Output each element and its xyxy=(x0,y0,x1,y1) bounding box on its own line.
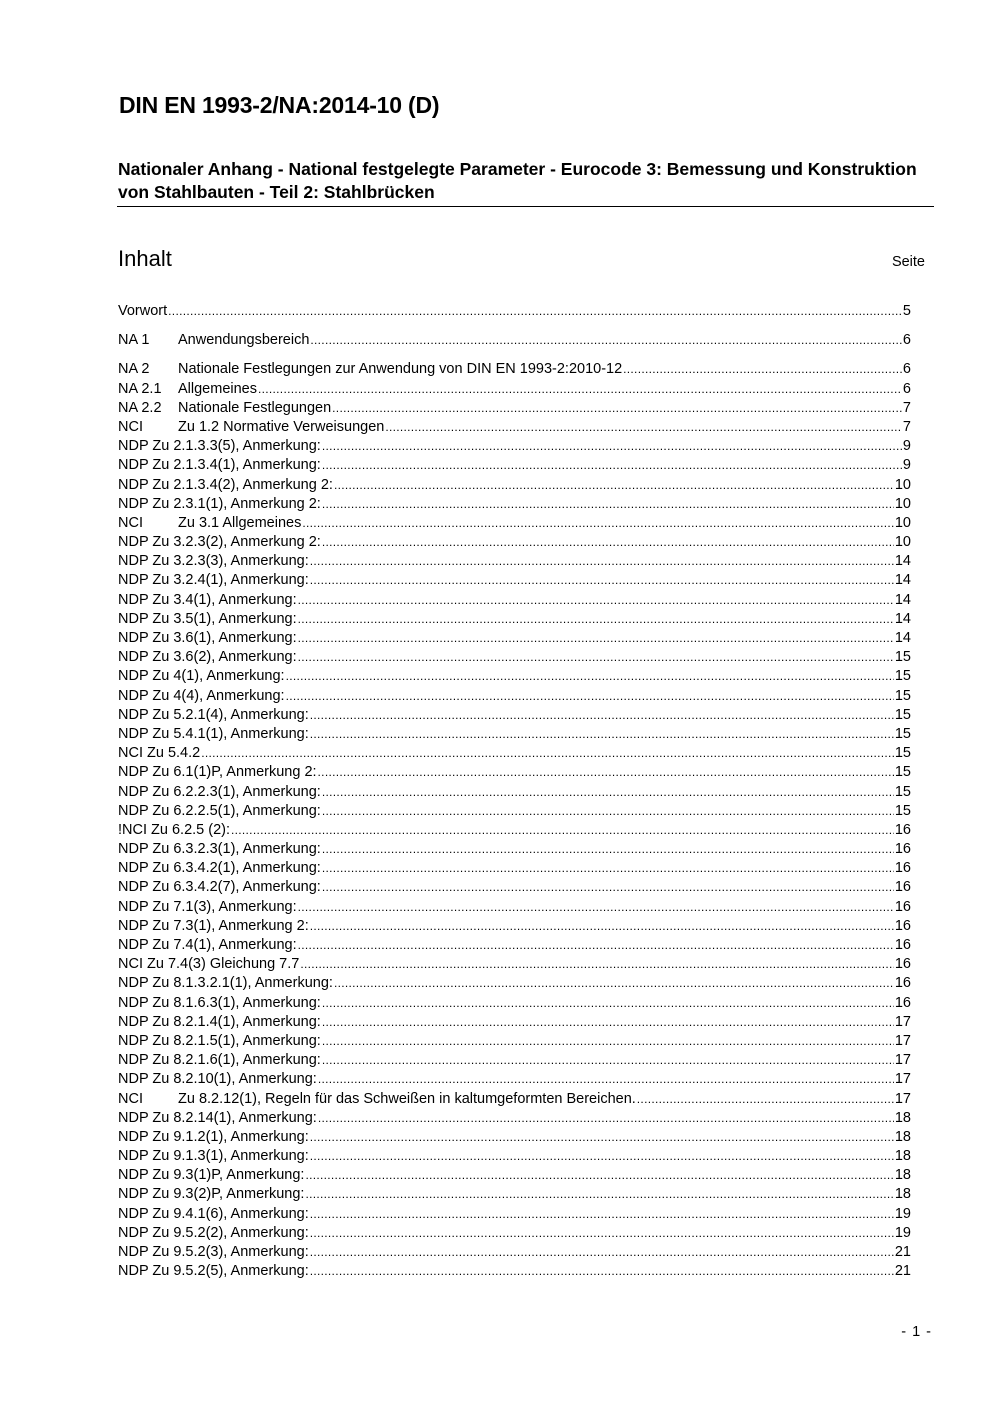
toc-entry-label xyxy=(118,1147,309,1166)
toc-entry-page: 14 xyxy=(894,553,911,570)
toc-entry-page: 17 xyxy=(894,1052,911,1069)
toc-entry-page: 18 xyxy=(894,1167,911,1184)
toc-entry-leader-dots xyxy=(310,1205,894,1224)
toc-entry-title: NDP Zu 3.6(2), Anmerkung: xyxy=(118,649,297,666)
toc-entry-label xyxy=(118,1090,636,1109)
toc-entry-label xyxy=(118,629,297,648)
toc-entry-page: 7 xyxy=(902,418,911,435)
toc-entry[interactable] xyxy=(118,456,911,475)
toc-entry[interactable] xyxy=(118,1070,911,1089)
toc-entry-title: NDP Zu 2.1.3.4(2), Anmerkung 2: xyxy=(118,476,333,493)
toc-entry-title: NDP Zu 8.1.3.2.1(1), Anmerkung: xyxy=(118,975,333,992)
toc-entry-page: 17 xyxy=(894,1090,911,1107)
toc-entry[interactable] xyxy=(118,821,911,840)
toc-entry-leader-dots xyxy=(302,514,894,533)
page-number: - 1 - xyxy=(901,1324,932,1340)
toc-entry-leader-dots xyxy=(310,1243,894,1262)
document-subtitle: Nationaler Anhang - National festgelegte Parameter - Eurocode 3: Bemessung und Konstruktion von Stahlbauten - Teil 2: Stahlbrücken xyxy=(118,159,917,202)
toc-entry-page: 16 xyxy=(894,821,911,838)
toc-entry-label xyxy=(118,840,321,859)
toc-entry[interactable] xyxy=(118,1262,911,1281)
toc-entry-page: 16 xyxy=(894,841,911,858)
toc-entry[interactable] xyxy=(118,495,911,514)
toc-entry-page: 16 xyxy=(894,917,911,934)
toc-entry-label xyxy=(118,955,299,974)
toc-entry[interactable] xyxy=(118,955,911,974)
toc-entry-label xyxy=(118,360,622,379)
toc-entry-page: 14 xyxy=(894,610,911,627)
toc-entry-label xyxy=(118,610,297,629)
toc-entry-page: 18 xyxy=(894,1148,911,1165)
toc-entry-leader-dots xyxy=(334,974,894,993)
toc-entry-title: NCI Zu 7.4(3) Gleichung 7.7 xyxy=(118,956,300,973)
toc-entry-leader-dots xyxy=(298,898,894,917)
toc-entry-leader-dots xyxy=(322,1051,894,1070)
toc-entry-label xyxy=(118,898,297,917)
toc-entry-title: Zu 3.1 Allgemeines xyxy=(178,514,302,531)
toc-entry-number: NCI xyxy=(118,514,143,531)
toc-entry-label xyxy=(118,1262,309,1281)
toc-entry-leader-dots xyxy=(300,955,894,974)
toc-entry[interactable] xyxy=(118,706,911,725)
toc-entry[interactable] xyxy=(118,667,911,686)
toc-entry-leader-dots xyxy=(385,418,902,437)
toc-entry-number: NA 2.2 xyxy=(118,399,162,416)
toc-entry-page: 16 xyxy=(894,860,911,877)
toc-entry-label xyxy=(118,1070,317,1089)
toc-entry[interactable] xyxy=(118,1051,911,1070)
toc-entry-title: NDP Zu 9.1.3(1), Anmerkung: xyxy=(118,1148,309,1165)
toc-entry[interactable] xyxy=(118,571,911,590)
toc-entry-title: NDP Zu 9.3(2)P, Anmerkung: xyxy=(118,1186,305,1203)
toc-entry-page: 17 xyxy=(894,1032,911,1049)
toc-entry-page: 16 xyxy=(894,956,911,973)
toc-entry-leader-dots xyxy=(298,610,894,629)
toc-entry-number: NA 2.1 xyxy=(118,380,162,397)
toc-entry-label xyxy=(118,974,333,993)
toc-entry-leader-dots xyxy=(318,1070,894,1089)
toc-entry-page: 9 xyxy=(902,438,911,455)
toc-entry-label xyxy=(118,1013,321,1032)
toc-entry-leader-dots xyxy=(322,783,894,802)
toc-entry-title: NDP Zu 4(1), Anmerkung: xyxy=(118,668,285,685)
toc-entry-page: 16 xyxy=(894,879,911,896)
toc-entry-title: NDP Zu 5.4.1(1), Anmerkung: xyxy=(118,725,309,742)
toc-entry-title: NDP Zu 8.2.14(1), Anmerkung: xyxy=(118,1109,317,1126)
toc-entry-title: NDP Zu 4(4), Anmerkung: xyxy=(118,687,285,704)
toc-entry-page: 7 xyxy=(902,399,911,416)
toc-entry-label xyxy=(118,859,321,878)
toc-entry-label xyxy=(118,514,301,533)
toc-entry[interactable] xyxy=(118,437,911,456)
toc-entry-page: 21 xyxy=(894,1244,911,1260)
toc-entry-page: 15 xyxy=(894,687,911,704)
toc-entry-title: Vorwort xyxy=(118,303,168,319)
toc-entry[interactable] xyxy=(118,878,911,897)
toc-entry-page: 15 xyxy=(894,783,911,800)
toc-entry-page: 9 xyxy=(902,457,911,474)
toc-entry-leader-dots xyxy=(310,1147,894,1166)
toc-entry[interactable] xyxy=(118,725,911,744)
toc-entry-label xyxy=(118,1051,321,1070)
toc-entry-title: NDP Zu 9.4.1(6), Anmerkung: xyxy=(118,1205,309,1222)
toc-entry-number: NCI xyxy=(118,418,143,435)
toc-entry[interactable] xyxy=(118,1090,911,1109)
toc-entry-leader-dots xyxy=(318,1109,894,1128)
toc-entry[interactable] xyxy=(118,302,911,321)
toc-entry[interactable] xyxy=(118,802,911,821)
toc-entry-label xyxy=(118,571,309,590)
toc-entry-page: 18 xyxy=(894,1186,911,1203)
toc-entry[interactable] xyxy=(118,648,911,667)
toc-entry-label xyxy=(118,552,309,571)
toc-entry-number: NA 2 xyxy=(118,361,150,378)
toc-entry[interactable] xyxy=(118,744,911,763)
title-divider xyxy=(117,206,934,207)
toc-entry-title: Nationale Festlegungen zur Anwendung von DIN EN 1993-2:2010-12 xyxy=(178,361,623,378)
toc-entry-label xyxy=(118,783,321,802)
toc-entry-leader-dots xyxy=(322,802,894,821)
toc-entry-leader-dots xyxy=(201,744,894,763)
toc-entry-label xyxy=(118,763,317,782)
toc-entry[interactable] xyxy=(118,610,911,629)
toc-entry-title: NDP Zu 3.5(1), Anmerkung: xyxy=(118,610,297,627)
toc-entry-page: 18 xyxy=(894,1109,911,1126)
toc-entry-page: 15 xyxy=(894,649,911,666)
toc-entry-title: NDP Zu 6.3.2.3(1), Anmerkung: xyxy=(118,841,321,858)
toc-entry-page: 15 xyxy=(894,802,911,819)
toc-entry-leader-dots xyxy=(305,1166,893,1185)
toc-entry-label xyxy=(118,418,384,437)
toc-entry[interactable] xyxy=(118,1243,911,1262)
toc-entry[interactable] xyxy=(118,974,911,993)
toc-entry-page: 17 xyxy=(894,1071,911,1088)
toc-entry-title: NDP Zu 6.3.4.2(7), Anmerkung: xyxy=(118,879,321,896)
toc-entry[interactable] xyxy=(118,418,911,437)
toc-entry-leader-dots xyxy=(310,725,894,744)
toc-entry-label xyxy=(118,437,321,456)
toc-entry-page: 16 xyxy=(894,937,911,953)
toc-entry-page: 16 xyxy=(894,898,911,915)
toc-entry-label xyxy=(118,725,309,744)
toc-entry[interactable] xyxy=(118,687,911,706)
toc-entry-leader-dots xyxy=(623,360,902,379)
toc-entry-page: 18 xyxy=(894,1128,911,1145)
toc-entry-title: !NCI Zu 6.2.5 (2): xyxy=(118,821,231,838)
toc-entry-label xyxy=(118,917,309,936)
toc-entry[interactable] xyxy=(118,859,911,878)
toc-entry[interactable] xyxy=(118,1128,911,1147)
toc-entry[interactable] xyxy=(118,1147,911,1166)
toc-entry-label xyxy=(118,302,167,321)
toc-entry-number: NA 1 xyxy=(118,332,150,349)
toc-entry-page: 15 xyxy=(894,764,911,781)
toc-entry-label xyxy=(118,476,333,495)
toc-entry-leader-dots xyxy=(322,533,894,552)
toc-entry[interactable] xyxy=(118,1166,911,1185)
toc-entry-title: NDP Zu 3.6(1), Anmerkung: xyxy=(118,630,297,646)
toc-entry-title: NDP Zu 3.2.3(2), Anmerkung 2: xyxy=(118,534,321,551)
toc-entry-title: Anwendungsbereich xyxy=(178,332,310,349)
toc-entry[interactable] xyxy=(118,629,911,648)
toc-entry-title: NDP Zu 8.2.1.6(1), Anmerkung: xyxy=(118,1052,321,1069)
toc-entry-title: Nationale Festlegungen xyxy=(178,399,332,416)
toc-entry-title: NDP Zu 7.4(1), Anmerkung: xyxy=(118,937,297,953)
toc-entry-page: 5 xyxy=(902,303,911,319)
toc-entry-page: 21 xyxy=(894,1263,911,1280)
toc-entry[interactable] xyxy=(118,591,911,610)
toc-entry[interactable] xyxy=(118,936,911,955)
toc-entry-leader-dots xyxy=(318,763,894,782)
toc-entry-title: NDP Zu 6.1(1)P, Anmerkung 2: xyxy=(118,764,317,781)
toc-entry[interactable] xyxy=(118,380,911,399)
toc-entry-title: NDP Zu 3.4(1), Anmerkung: xyxy=(118,591,297,608)
toc-entry-page: 10 xyxy=(894,495,911,512)
toc-entry-leader-dots xyxy=(334,476,894,495)
toc-entry-leader-dots xyxy=(322,994,894,1013)
toc-entry-leader-dots xyxy=(310,331,902,350)
toc-entry-label xyxy=(118,1205,309,1224)
toc-entry-title: NDP Zu 2.1.3.3(5), Anmerkung: xyxy=(118,438,321,455)
toc-entry-leader-dots xyxy=(322,1032,894,1051)
toc-entry-title: NDP Zu 2.1.3.4(1), Anmerkung: xyxy=(118,457,321,474)
toc-entry-title: NDP Zu 5.2.1(4), Anmerkung: xyxy=(118,706,309,723)
toc-entry[interactable] xyxy=(118,331,911,350)
toc-entry-label xyxy=(118,456,321,475)
toc-entry-page: 15 xyxy=(894,725,911,742)
toc-entry-leader-dots xyxy=(322,859,894,878)
toc-entry-leader-dots xyxy=(322,878,894,897)
toc-page-column-label: Seite xyxy=(891,254,925,270)
toc-entry[interactable] xyxy=(118,476,911,495)
toc-entry-label xyxy=(118,1128,309,1147)
toc-entry[interactable] xyxy=(118,763,911,782)
toc-entry-title: NDP Zu 2.3.1(1), Anmerkung 2: xyxy=(118,495,321,512)
toc-entry[interactable] xyxy=(118,1185,911,1204)
toc-entry-title: NDP Zu 9.1.2(1), Anmerkung: xyxy=(118,1128,309,1145)
toc-entry-label xyxy=(118,495,321,514)
toc-entry-title: Zu 1.2 Normative Verweisungen xyxy=(178,418,385,435)
toc-entry-leader-dots xyxy=(286,667,894,686)
toc-entry-leader-dots xyxy=(310,1128,894,1147)
toc-entry-label xyxy=(118,706,309,725)
toc-entry-page: 16 xyxy=(894,975,911,992)
toc-entry-title: NDP Zu 7.3(1), Anmerkung 2: xyxy=(118,917,309,934)
toc-entry-label xyxy=(118,1166,304,1185)
toc-entry-leader-dots xyxy=(305,1185,893,1204)
toc-entry-page: 19 xyxy=(894,1224,911,1241)
toc-entry[interactable] xyxy=(118,840,911,859)
toc-entry-label xyxy=(118,667,285,686)
toc-entry-title: NDP Zu 8.1.6.3(1), Anmerkung: xyxy=(118,994,321,1011)
toc-entry-leader-dots xyxy=(637,1090,894,1109)
toc-entry-leader-dots xyxy=(322,437,902,456)
toc-entry[interactable] xyxy=(118,1032,911,1051)
toc-entry-leader-dots xyxy=(322,1013,894,1032)
toc-entry-title: NDP Zu 3.2.3(3), Anmerkung: xyxy=(118,553,309,570)
toc-entry-page: 6 xyxy=(902,332,911,349)
toc-entry-leader-dots xyxy=(310,1224,894,1243)
toc-entry-page: 6 xyxy=(902,361,911,378)
toc-entry-leader-dots xyxy=(231,821,894,840)
toc-entry-label xyxy=(118,1243,309,1262)
toc-entry-title: NDP Zu 8.2.1.5(1), Anmerkung: xyxy=(118,1032,321,1049)
toc-entry-leader-dots xyxy=(310,1262,894,1281)
toc-entry-page: 14 xyxy=(894,591,911,608)
toc-entry-leader-dots xyxy=(168,302,902,321)
toc-entry[interactable] xyxy=(118,552,911,571)
toc-entry-page: 14 xyxy=(894,630,911,646)
toc-entry-title: NDP Zu 9.5.2(3), Anmerkung: xyxy=(118,1244,309,1260)
toc-entry-label xyxy=(118,802,321,821)
toc-entry-label xyxy=(118,591,297,610)
toc-entry-page: 10 xyxy=(894,534,911,551)
toc-entry-title: NDP Zu 9.5.2(2), Anmerkung: xyxy=(118,1224,309,1241)
toc-entry-title: Allgemeines xyxy=(178,380,257,397)
toc-entry-leader-dots xyxy=(258,380,902,399)
toc-entry-page: 15 xyxy=(894,668,911,685)
toc-entry-label xyxy=(118,878,321,897)
toc-entry-page: 14 xyxy=(894,572,911,589)
toc-entry-label xyxy=(118,1109,317,1128)
toc-entry-title: NDP Zu 8.2.1.4(1), Anmerkung: xyxy=(118,1013,321,1030)
toc-entry-label xyxy=(118,648,297,667)
toc-entry-label xyxy=(118,936,297,955)
toc-entry-leader-dots xyxy=(322,495,894,514)
toc-entry-number: NCI xyxy=(118,1090,143,1107)
toc-entry-title: NDP Zu 6.2.2.3(1), Anmerkung: xyxy=(118,783,321,800)
toc-entry-label xyxy=(118,744,200,763)
toc-entry[interactable] xyxy=(118,783,911,802)
toc-entry-leader-dots xyxy=(322,840,894,859)
toc-entry-leader-dots xyxy=(322,456,902,475)
toc-entry-title: NDP Zu 7.1(3), Anmerkung: xyxy=(118,898,297,915)
toc-entry-title: NDP Zu 9.3(1)P, Anmerkung: xyxy=(118,1167,305,1184)
toc-entry[interactable] xyxy=(118,399,911,418)
toc-entry-label xyxy=(118,687,285,706)
toc-entry-label xyxy=(118,331,309,350)
toc-entry-page: 15 xyxy=(894,745,911,762)
toc-entry-leader-dots xyxy=(298,936,894,955)
toc-entry-leader-dots xyxy=(332,399,902,418)
toc-entry[interactable] xyxy=(118,514,911,533)
toc-entry-leader-dots xyxy=(298,591,894,610)
document-title: DIN EN 1993-2/NA:2014-10 (D) xyxy=(119,92,440,118)
toc-entry[interactable] xyxy=(118,360,911,379)
toc-entry[interactable] xyxy=(118,1013,911,1032)
toc-entry-label xyxy=(118,1224,309,1243)
toc-entry-title: Zu 8.2.12(1), Regeln für das Schweißen in kaltumgeformten Bereichen. xyxy=(178,1090,636,1107)
toc-entry-leader-dots xyxy=(298,629,894,648)
toc-entry-label xyxy=(118,1185,304,1204)
toc-entry[interactable] xyxy=(118,898,911,917)
toc-entry-leader-dots xyxy=(286,687,894,706)
toc-entry-page: 10 xyxy=(894,514,911,531)
toc-entry-title: NDP Zu 9.5.2(5), Anmerkung: xyxy=(118,1263,309,1280)
toc-entry-title: NDP Zu 6.2.2.5(1), Anmerkung: xyxy=(118,802,321,819)
toc-entry-page: 15 xyxy=(894,706,911,723)
toc-entry[interactable] xyxy=(118,533,911,552)
toc-entry-label xyxy=(118,821,230,840)
toc-entry-page: 19 xyxy=(894,1205,911,1222)
toc-entry-label xyxy=(118,399,331,418)
table-of-contents xyxy=(118,302,911,1281)
toc-entry-page: 10 xyxy=(894,476,911,493)
toc-entry-label xyxy=(118,1032,321,1051)
toc-entry-title: NDP Zu 6.3.4.2(1), Anmerkung: xyxy=(118,860,321,877)
toc-entry[interactable] xyxy=(118,994,911,1013)
toc-entry[interactable] xyxy=(118,1205,911,1224)
toc-entry-label xyxy=(118,994,321,1013)
toc-entry[interactable] xyxy=(118,917,911,936)
toc-heading: Inhalt xyxy=(118,246,172,271)
toc-entry-title: NCI Zu 5.4.2 xyxy=(118,745,201,762)
toc-entry-leader-dots xyxy=(310,706,894,725)
toc-entry[interactable] xyxy=(118,1109,911,1128)
toc-entry[interactable] xyxy=(118,1224,911,1243)
toc-entry-page: 17 xyxy=(894,1013,911,1030)
toc-entry-label xyxy=(118,533,321,552)
toc-entry-title: NDP Zu 8.2.10(1), Anmerkung: xyxy=(118,1071,317,1088)
toc-entry-leader-dots xyxy=(310,571,894,590)
toc-entry-label xyxy=(118,380,257,399)
toc-entry-page: 6 xyxy=(902,380,911,397)
toc-entry-page: 16 xyxy=(894,994,911,1011)
toc-entry-leader-dots xyxy=(310,917,894,936)
toc-entry-leader-dots xyxy=(310,552,894,571)
toc-entry-title: NDP Zu 3.2.4(1), Anmerkung: xyxy=(118,572,309,589)
toc-entry-leader-dots xyxy=(298,648,894,667)
